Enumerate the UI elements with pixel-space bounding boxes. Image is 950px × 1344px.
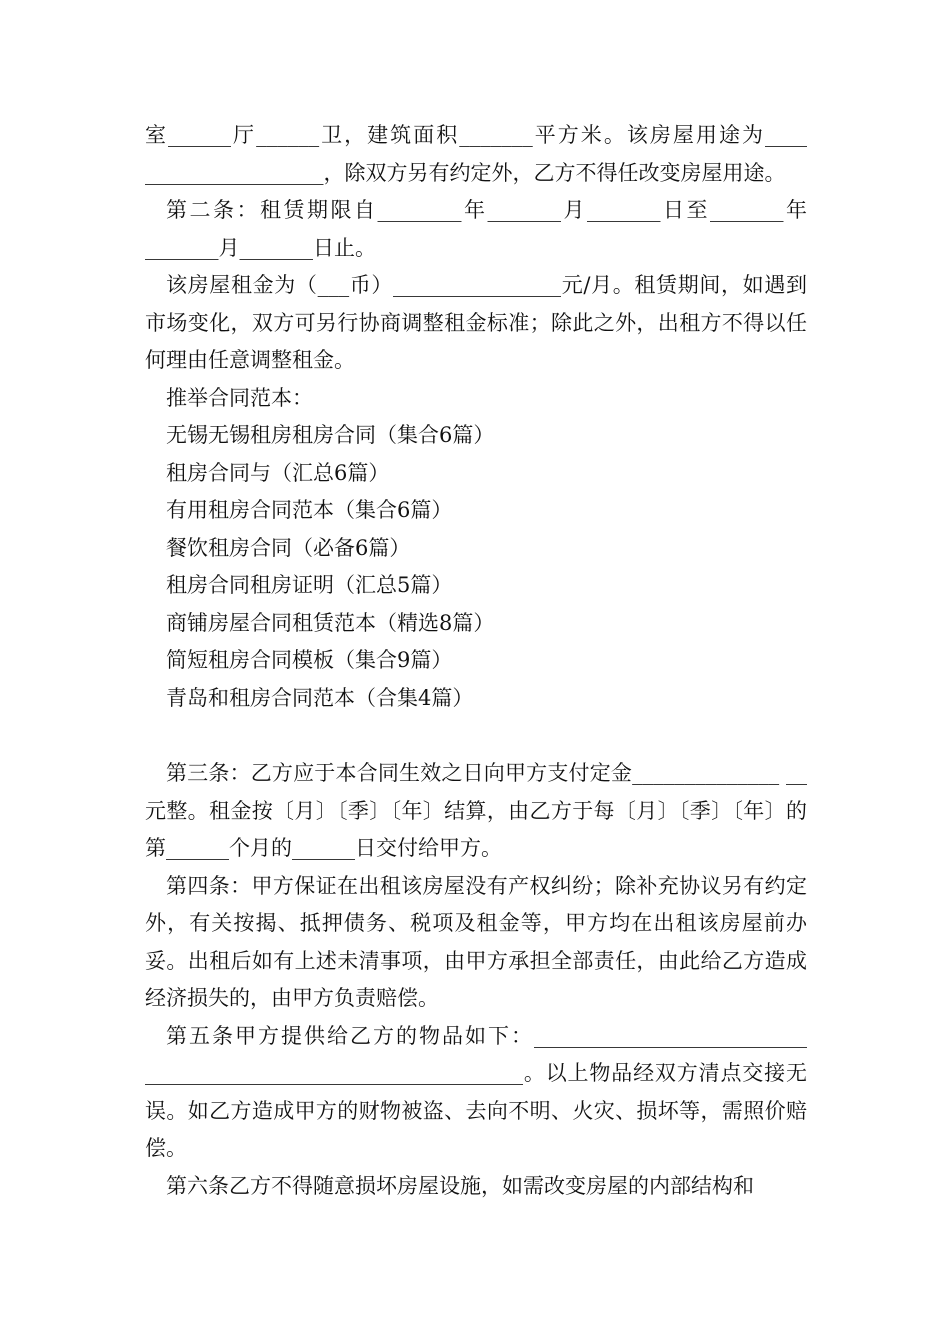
- paragraph-article-4-guarantee: 第四条：甲方保证在出租该房屋没有产权纠纷；除补充协议另有约定外，有关按揭、抵押债务、税项及租金等，甲方均在出租该房屋前办妥。出租后如有上述未清事项，由甲方承担全部责任，由此给乙方造成经济损失的，由甲方负责赔偿。: [145, 873, 807, 1010]
- recommend-link[interactable]: 商铺房屋合同租赁范本（精选8篇）: [166, 610, 495, 635]
- recommend-link[interactable]: 青岛和租房合同范本（合集4篇）: [166, 685, 474, 710]
- recommend-link[interactable]: 简短租房合同模板（集合9篇）: [166, 648, 453, 672]
- recommend-link[interactable]: 无锡无锡租房租房合同（集合6篇）: [166, 423, 495, 447]
- recommend-link[interactable]: 租房合同与（汇总6篇）: [166, 460, 390, 485]
- spacer: [145, 717, 807, 755]
- recommend-list: [145, 380, 807, 718]
- recommend-link[interactable]: 有用租房合同范本（集合6篇）: [166, 498, 453, 522]
- paragraph-rent: 该房屋租金为（___币）________________元/月。租赁期间，如遇到市场变化，双方可另行协商调整租金标准；除此之外，出租方不得以任何理由任意调整租金。: [145, 273, 807, 372]
- recommend-link[interactable]: 租房合同租房证明（汇总5篇）: [166, 573, 453, 597]
- recommend-link[interactable]: 餐饮租房合同（必备6篇）: [166, 535, 411, 560]
- paragraph-article-3-deposit: 第三条：乙方应于本合同生效之日向甲方支付定金______________ __元整。租金按〔月〕〔季〕〔年〕结算，由乙方于每〔月〕〔季〕〔年〕的第______个月的______日交付给甲方。: [145, 761, 807, 860]
- document-body: [145, 117, 807, 1205]
- paragraph-room-usage: 室______厅______卫，建筑面积_______平方米。该房屋用途为____ _________________，除双方另有约定外，乙方不得任改变房屋用途。: [145, 123, 807, 185]
- paragraph-article-5-items: 第五条甲方提供给乙方的物品如下：__________________________ ____________________________________。以上物品经双方清点交接无误。如乙方造成甲方的财物被盗、去向不明、火灾、损坏等，需照价赔偿。: [145, 1023, 807, 1160]
- paragraph-article-6-facilities: 第六条乙方不得随意损坏房屋设施，如需改变房屋的内部结构和: [166, 1173, 754, 1198]
- recommend-heading: 推举合同范本：: [166, 385, 313, 410]
- paragraph-article-2-lease-term: 第二条：租赁期限自________年_______月_______日至_______年 _______月_______日止。: [145, 198, 807, 260]
